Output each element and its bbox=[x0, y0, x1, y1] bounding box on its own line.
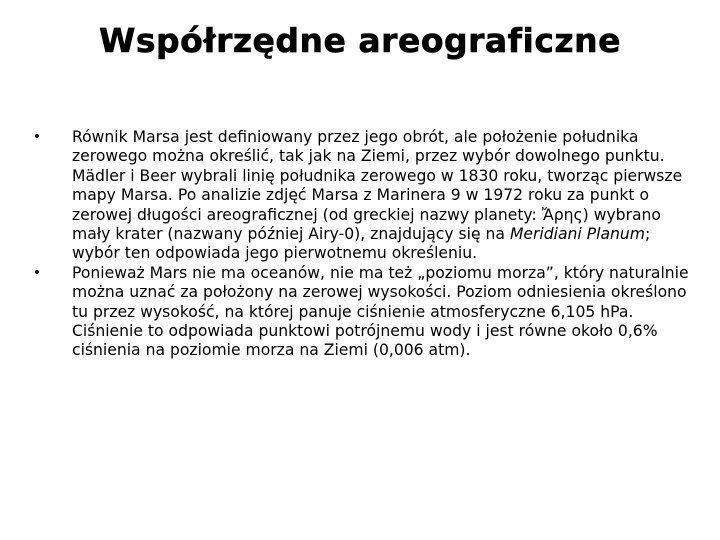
bullet-text-segment: Ponieważ Mars nie ma oceanów, nie ma też „poziomu morza”, który naturalnie można uznać za położony na zerowej wysokości. Poziom odniesienia określono tu przez wysokość, na której panuje ciśnienie atmosferyczne 6,105 hPa. Ciśnienie to odpowiada punktowi potrójnemu wody i jest równe około 0,6% ciśnienia na poziomie morza na Ziemi (0,006 atm). bbox=[72, 263, 689, 360]
bullet-list bbox=[30, 128, 700, 361]
bullet-text-segment-italic: Meridiani Planum bbox=[509, 225, 645, 244]
bullet-icon: • bbox=[32, 264, 42, 281]
bullet-item-prime-meridian bbox=[30, 128, 700, 264]
bullet-text bbox=[72, 264, 700, 361]
bullet-text-segment: Równik Marsa jest definiowany przez jego obrót, ale położenie południka zerowego można określić, tak jak na Ziemi, przez wybór dowolnego punktu. Mädler i Beer wybrali linię południka zerowego w 1830 roku, tworząc pierwsze mapy Marsa. Po analizie zdjęć Marsa z Marinera 9 w 1972 roku za punkt o zerowej długości areograficznej (od greckiej nazwy planety: Ἄρης) wybrano mały krater (nazwany później Airy-0), znajdujący się na bbox=[72, 128, 683, 244]
bullet-item-sea-level bbox=[30, 264, 700, 361]
bullet-text-segment: ; wybór ten odpowiada jego pierwotnemu określeniu. bbox=[72, 225, 651, 263]
slide-title: Współrzędne areograficzne bbox=[98, 21, 621, 60]
bullet-text bbox=[72, 128, 700, 264]
bullet-icon: • bbox=[32, 129, 42, 145]
